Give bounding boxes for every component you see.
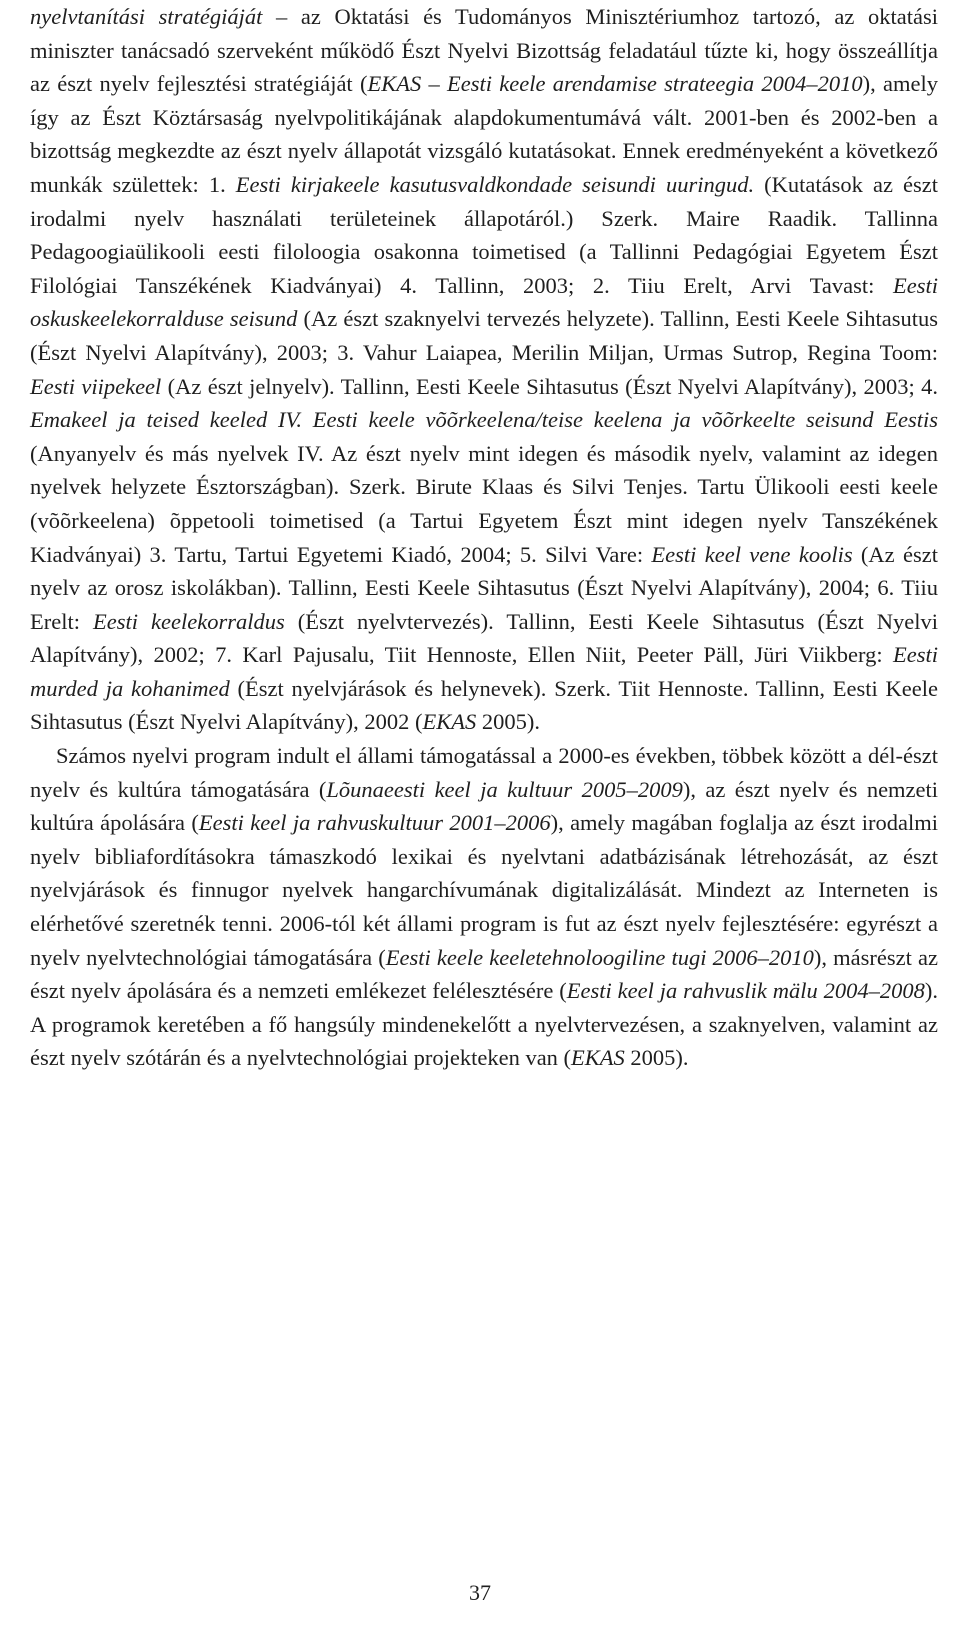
text-run: ), amely magában foglalja az észt irodalmi nyelv bibliafordításokra támaszkodó lexikai és nyelvtani adatbázisának létrehozását, az észt nyelvjárások és finnugor nyelvek hangarchívumának digitalizálását. Mindezt az Interneten is elérhetővé szeretnék tenni. 2006-tól két állami program is fut az észt nyelv fejlesztésére: egyrészt a nyelv nyelvtechnológiai támogatására (: [30, 810, 938, 970]
text-run: Számos nyelvi program indult el állami támogatással a 2000-es években, többek között a dél-észt nyelv és kultúra támogatására (: [30, 743, 938, 802]
italic-text-run: EKAS: [571, 1045, 625, 1071]
text-run: ), amely így az Észt Köztársaság nyelvpolitikájának alapdokumentumává vált. 2001-ben és 2002-ben a bizottság megkezdte az észt nyelv állapotát vizsgáló kutatásokat. Ennek eredményeként a következő munkák születtek: 1.: [30, 71, 939, 197]
italic-text-run: Eesti murded ja kohanimed: [30, 642, 938, 701]
text-run: (Anyanyelv és más nyelvek IV. Az észt nyelv mint idegen és második nyelv, valamint az idegen nyelvek helyzete Észtországban). Szerk. Birute Klaas és Silvi Tenjes. Tartu Ülikooli eesti keele (võõrkeelena) õppetooli toimetised (a Tartui Egyetem Észt mint idegen nyelv Tanszékének Kiadványai) 3. Tartu, Tartui Egyetemi Kiadó, 2004; 5. Silvi Vare:: [30, 440, 938, 567]
text-run: ), másrészt az észt nyelv ápolására és a nemzeti emlékezet felélesztésére (: [30, 944, 938, 1004]
italic-text-run: EKAS: [422, 709, 477, 735]
paragraph-2: [30, 739, 938, 1075]
italic-text-run: EKAS – Eesti keele arendamise strateegia 2004–2010: [367, 71, 863, 97]
text-run: 2005).: [476, 709, 540, 735]
italic-text-run: Emakeel ja teised keeled IV. Eesti keele võõrkeelena/teise keelena ja võõrkeelte seisund Eestis: [30, 407, 938, 433]
italic-text-run: Eesti keel ja rahvuslik mälu 2004–2008: [566, 978, 925, 1004]
text-run: 2005).: [624, 1045, 689, 1071]
text-run: (Az észt nyelv az orosz iskolákban). Tallinn, Eesti Keele Sihtasutus (Észt Nyelvi Alapítvány), 2004; 6. Tiiu Erelt:: [30, 541, 938, 634]
italic-text-run: Eesti keele keeletehnoloogiline tugi 2006–2010: [385, 944, 814, 970]
italic-text-run: Eesti viipekeel: [30, 373, 162, 399]
italic-text-run: Eesti kirjakeele kasutusvaldkondade seisundi uuringud.: [235, 171, 755, 197]
text-run: ), az észt nyelv és nemzeti kultúra ápolására (: [30, 776, 939, 836]
italic-text-run: Lõunaeesti keel ja kultuur 2005–2009: [326, 776, 683, 802]
text-run: (Észt nyelvjárások és helynevek). Szerk. Tiit Hennoste. Tallinn, Eesti Keele Sihtasutus (Észt Nyelvi Alapítvány), 2002 (: [30, 675, 938, 735]
italic-text-run: Eesti keel vene koolis: [651, 541, 853, 567]
text-run: (Az észt szaknyelvi tervezés helyzete). Tallinn, Eesti Keele Sihtasutus (Észt Nyelvi Alapítvány), 2003; 3. Vahur Laiapea, Merilin Miljan, Urmas Sutrop, Regina Toom:: [30, 306, 938, 365]
paragraph-1: [30, 0, 938, 739]
page-number: 37: [469, 1580, 491, 1605]
text-run: – az Oktatási és Tudományos Minisztériumhoz tartozó, az oktatási miniszter tanácsadó szerveként működő Észt Nyelvi Bizottság feladatául tűzte ki, hogy összeállítja az észt nyelv fejlesztési stratégiáját (: [30, 4, 938, 97]
italic-text-run: nyelvtanítási stratégiáját: [30, 4, 263, 29]
text-run: (Az észt jelnyelv). Tallinn, Eesti Keele Sihtasutus (Észt Nyelvi Alapítvány), 2003; 4.: [161, 373, 938, 399]
text-run: ). A programok keretében a fő hangsúly mindenekelőtt a nyelvtervezésen, a szaknyelven, valamint az észt nyelv szótárán és a nyelvtechnológiai projekteken van (: [30, 978, 938, 1071]
text-run: (Észt nyelvtervezés). Tallinn, Eesti Keele Sihtasutus (Észt Nyelvi Alapítvány), 2002; 7. Karl Pajusalu, Tiit Hennoste, Ellen Niit, Peeter Päll, Jüri Viikberg:: [30, 608, 938, 668]
page-body: [30, 0, 938, 1075]
italic-text-run: Eesti keel ja rahvuskultuur 2001–2006: [198, 810, 551, 836]
italic-text-run: Eesti keelekorraldus: [93, 608, 285, 634]
text-run: (Kutatások az észt irodalmi nyelv használati területeinek állapotáról.) Szerk. Maire Raadik. Tallinna Pedagoogiaülikooli eesti filoloogia osakonna toimetised (a Tallinni Pedagógiai Egyetem Észt Filológiai Tanszékének Kiadványai) 4. Tallinn, 2003; 2. Tiiu Erelt, Arvi Tavast:: [30, 171, 938, 298]
italic-text-run: Eesti oskuskeelekorralduse seisund: [30, 272, 938, 332]
